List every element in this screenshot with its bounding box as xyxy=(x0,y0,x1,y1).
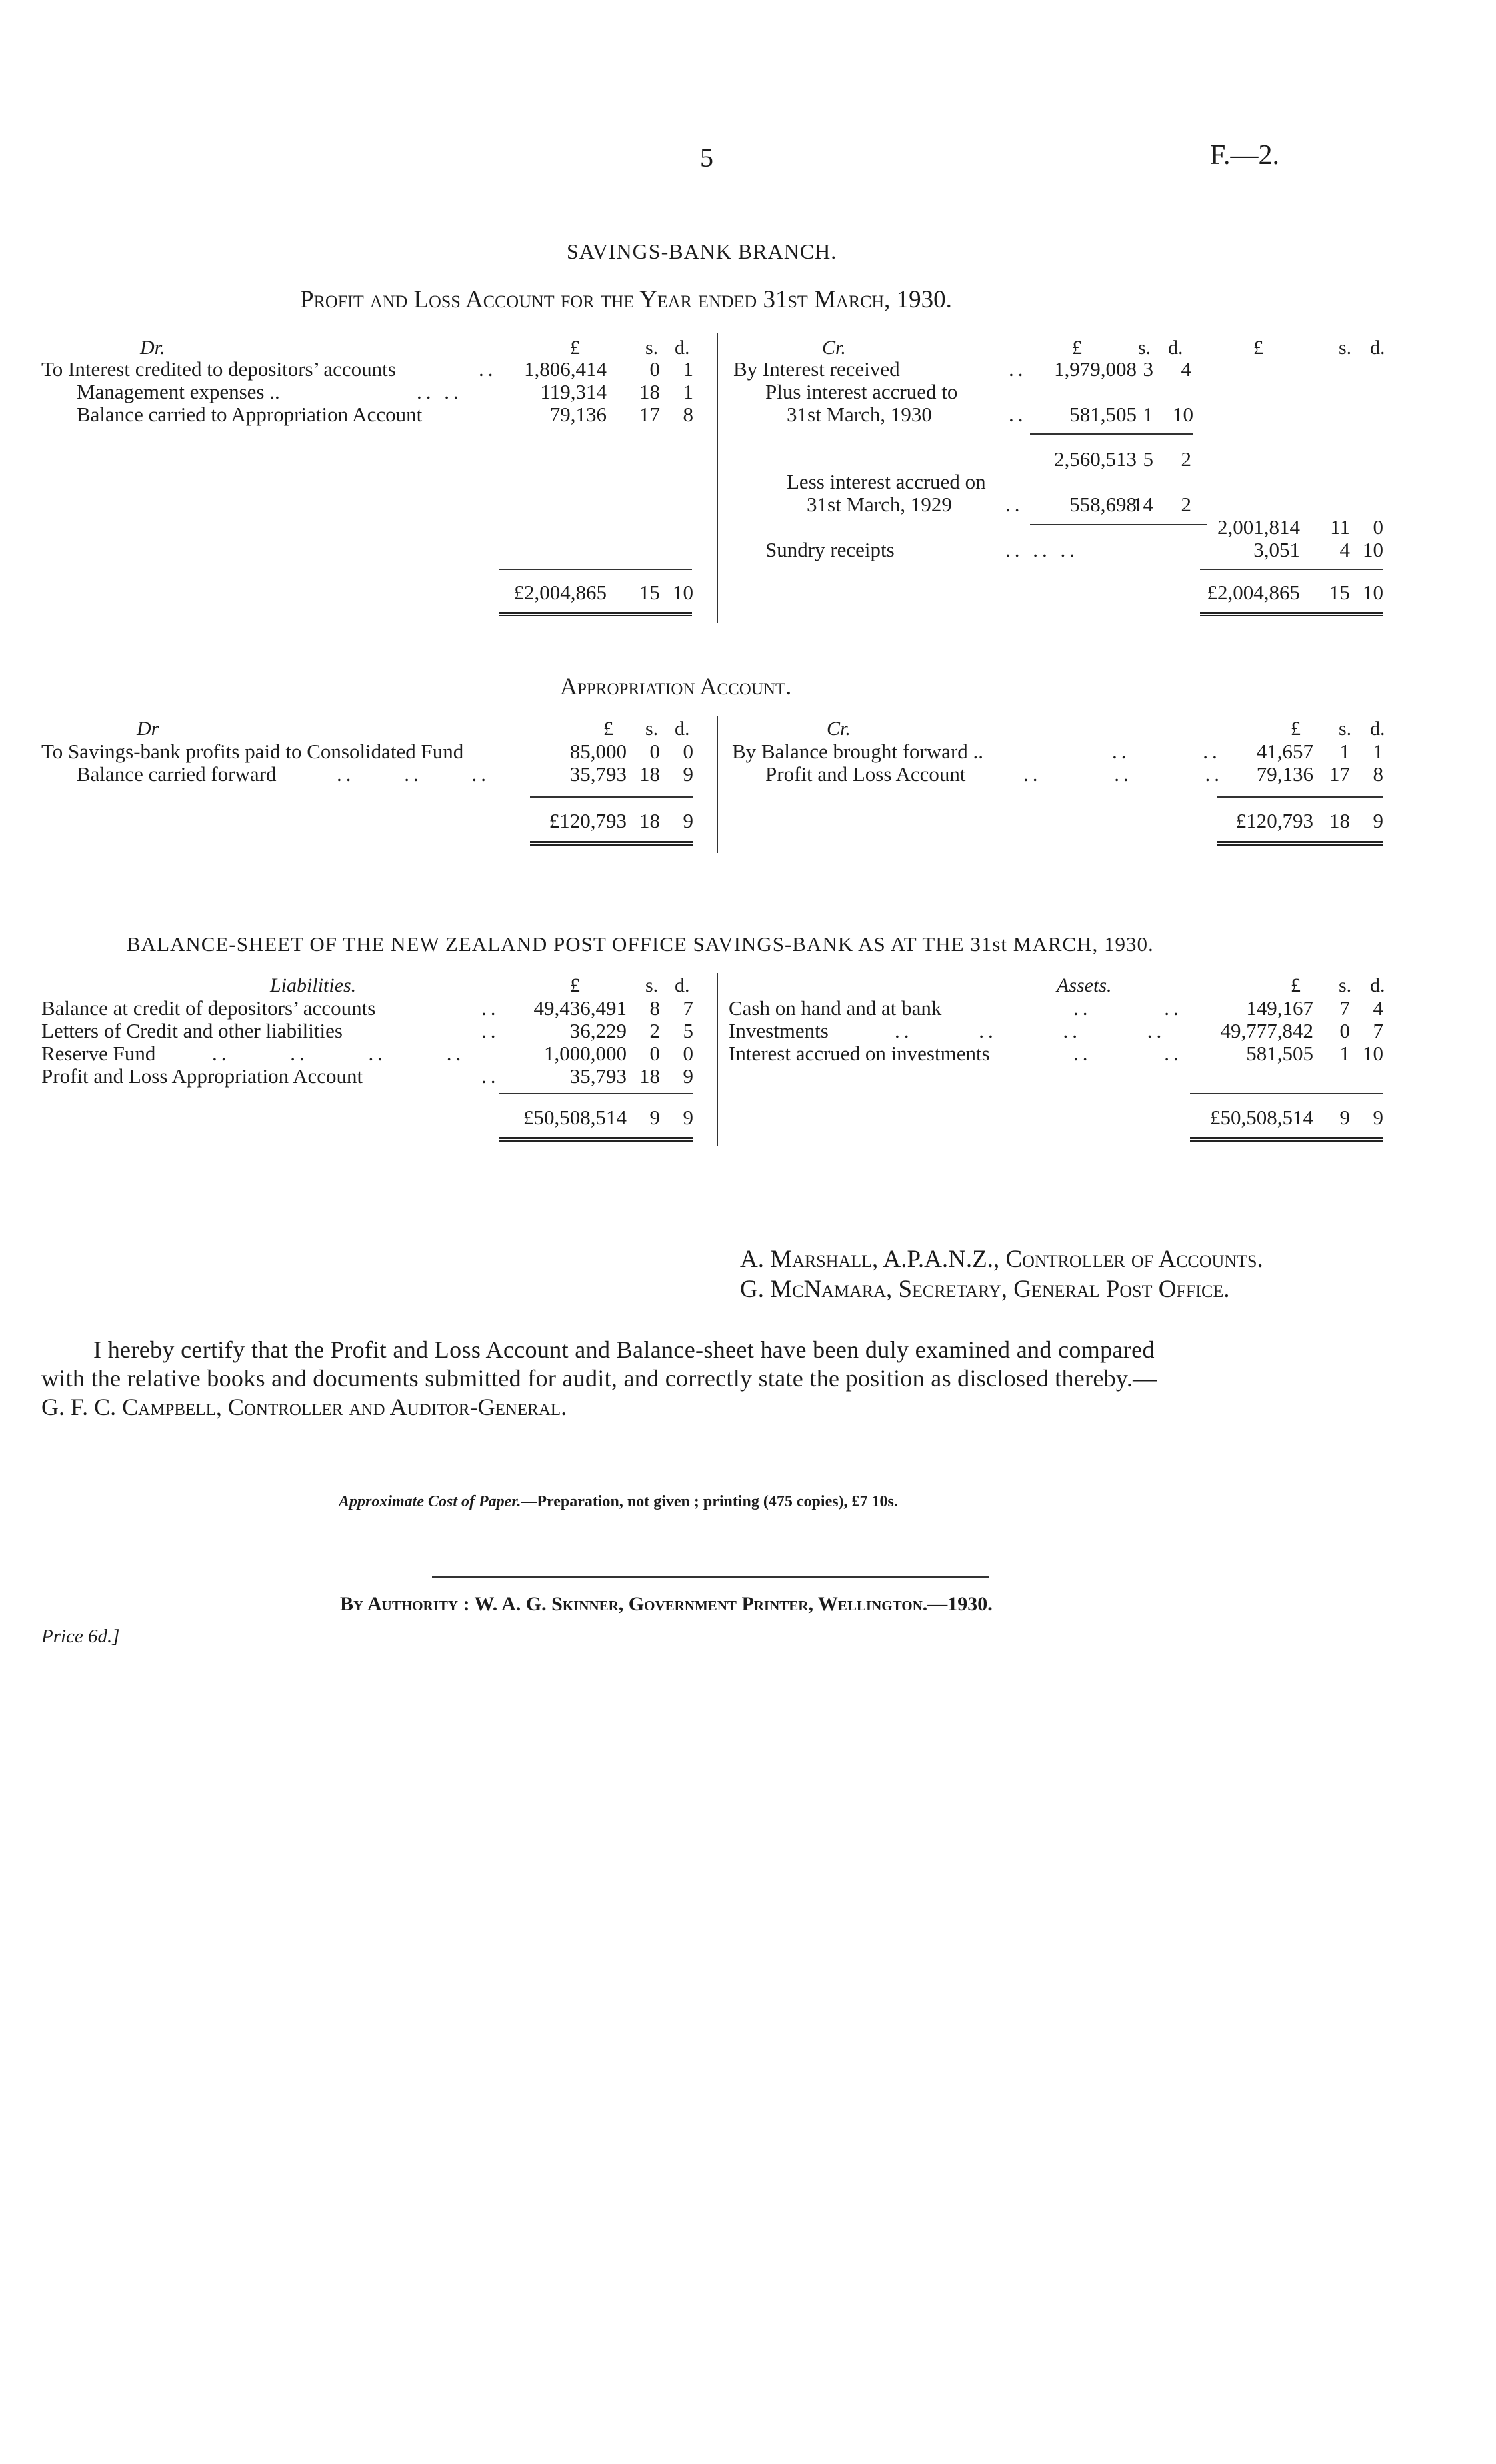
pence-value: 10 xyxy=(1173,403,1193,426)
double-underline xyxy=(1190,1137,1383,1142)
double-underline xyxy=(530,841,693,846)
row-label: Profit and Loss Appropriation Account xyxy=(41,1064,363,1088)
liabilities-label: Liabilities. xyxy=(270,974,357,996)
shillings-value: 1 xyxy=(1339,740,1350,763)
total-rule xyxy=(530,796,693,798)
row-label: Reserve Fund xyxy=(41,1042,156,1065)
shillings-value: 0 xyxy=(649,357,660,381)
pence-value: 9 xyxy=(683,762,693,786)
total-rule xyxy=(1217,796,1383,798)
row-label: Balance at credit of depositors’ accounts xyxy=(41,996,376,1020)
shillings-column-header: s. xyxy=(645,337,659,359)
pence-value: 10 xyxy=(1363,538,1383,561)
shillings-value: 1 xyxy=(1339,1042,1350,1065)
double-underline xyxy=(1200,612,1383,616)
row-label: Less interest accrued on xyxy=(787,470,986,493)
leader-dots: .. xyxy=(1009,357,1027,381)
shillings-value: 4 xyxy=(1339,538,1350,561)
pounds-value: 558,698 xyxy=(1069,493,1137,516)
shillings-value: 17 xyxy=(639,403,660,426)
pound-column-header: £ xyxy=(603,718,613,740)
row-label-continued: 31st March, 1930 xyxy=(787,403,932,426)
total-pence: 9 xyxy=(1373,809,1383,832)
price: Price 6d.] xyxy=(41,1626,120,1647)
pounds-value: 35,793 xyxy=(569,762,627,786)
shillings-column-header: s. xyxy=(1339,974,1352,996)
pound-column-header: £ xyxy=(1253,337,1263,359)
profit-loss-title: Profit and Loss Account for the Year ended 31st March, 1930. xyxy=(300,286,952,313)
total-shillings: 15 xyxy=(639,581,660,604)
total-pence: 9 xyxy=(1373,1106,1383,1129)
pence-value: 2 xyxy=(1181,447,1191,471)
signature-secretary: G. McNamara, Secretary, General Post Office. xyxy=(740,1276,1230,1303)
branch-title: SAVINGS-BANK BRANCH. xyxy=(567,239,837,263)
leader-dots: .. .. xyxy=(1112,740,1221,763)
pounds-value: 2,001,814 xyxy=(1217,515,1300,539)
column-divider xyxy=(717,973,718,1146)
shillings-value: 2 xyxy=(649,1019,660,1042)
signature-controller: A. Marshall, A.P.A.N.Z., Controller of Accounts. xyxy=(740,1246,1263,1273)
certification-line: I hereby certify that the Profit and Loss Account and Balance-sheet have been duly examined and compared xyxy=(93,1336,1155,1363)
total-pence: 10 xyxy=(1363,581,1383,604)
page-number: 5 xyxy=(700,143,713,173)
leader-dots: .. .. .. .. xyxy=(212,1042,465,1065)
double-underline xyxy=(1217,841,1383,846)
pence-value: 9 xyxy=(683,1064,693,1088)
pence-column-header: d. xyxy=(1370,337,1385,359)
leader-dots: .. xyxy=(479,357,497,381)
row-label: Letters of Credit and other liabilities xyxy=(41,1019,343,1042)
pounds-value: 79,136 xyxy=(549,403,607,426)
pence-column-header: d. xyxy=(1370,974,1385,996)
dr-label: Dr xyxy=(137,718,159,740)
pence-column-header: d. xyxy=(675,337,690,359)
shillings-value: 0 xyxy=(1339,1019,1350,1042)
leader-dots: .. .. xyxy=(1073,1042,1183,1065)
pence-value: 0 xyxy=(683,740,693,763)
total-rule xyxy=(499,569,692,570)
shillings-value: 11 xyxy=(1330,515,1350,539)
leader-dots: .. xyxy=(1005,493,1024,516)
pound-column-header: £ xyxy=(570,974,580,996)
pound-column-header: £ xyxy=(1291,974,1301,996)
shillings-value: 0 xyxy=(649,740,660,763)
dr-label: Dr. xyxy=(140,337,165,359)
pence-value: 1 xyxy=(1373,740,1383,763)
leader-dots: .. xyxy=(481,1064,500,1088)
row-label: To Interest credited to depositors’ accounts xyxy=(41,357,396,381)
row-label: To Savings-bank profits paid to Consolidated Fund xyxy=(41,740,464,763)
row-label: Interest accrued on investments xyxy=(729,1042,990,1065)
pence-value: 7 xyxy=(1373,1019,1383,1042)
leader-dots: .. .. .. xyxy=(337,762,490,786)
row-label: Sundry receipts xyxy=(765,538,895,561)
total-shillings: 9 xyxy=(649,1106,660,1129)
pence-column-header: d. xyxy=(1370,718,1385,740)
row-label: Balance carried forward xyxy=(77,762,277,786)
total-pounds: £50,508,514 xyxy=(1210,1106,1313,1129)
row-label: Cash on hand and at bank xyxy=(729,996,942,1020)
auditor-signature: G. F. C. Campbell, Controller and Auditor-General. xyxy=(41,1394,567,1420)
pence-column-header: d. xyxy=(675,718,690,740)
row-label: Management expenses .. xyxy=(77,380,280,403)
pence-value: 2 xyxy=(1181,493,1191,516)
pence-value: 4 xyxy=(1181,357,1191,381)
pence-value: 8 xyxy=(1373,762,1383,786)
total-pounds: £2,004,865 xyxy=(513,581,607,604)
pence-value: 10 xyxy=(1363,1042,1383,1065)
pence-value: 1 xyxy=(683,357,693,381)
pounds-value: 1,806,414 xyxy=(524,357,607,381)
pounds-value: 35,793 xyxy=(569,1064,627,1088)
subtotal-rule xyxy=(1030,433,1193,435)
row-label: Balance carried to Appropriation Account xyxy=(77,403,423,426)
shillings-value: 0 xyxy=(649,1042,660,1065)
pounds-value: 3,051 xyxy=(1253,538,1300,561)
pence-column-header: d. xyxy=(1168,337,1183,359)
total-rule xyxy=(1190,1093,1383,1094)
total-rule xyxy=(1200,569,1383,570)
total-rule xyxy=(499,1093,693,1094)
row-label: By Interest received xyxy=(733,357,900,381)
pence-value: 5 xyxy=(683,1019,693,1042)
total-pounds: £50,508,514 xyxy=(523,1106,627,1129)
pounds-value: 1,000,000 xyxy=(544,1042,627,1065)
leader-dots: .. .. xyxy=(417,380,463,403)
total-shillings: 9 xyxy=(1339,1106,1350,1129)
row-label: Plus interest accrued to xyxy=(765,380,958,403)
appropriation-title: Appropriation Account. xyxy=(560,673,792,700)
pounds-value: 49,436,491 xyxy=(533,996,627,1020)
shillings-value: 18 xyxy=(639,1064,660,1088)
shillings-column-header: s. xyxy=(645,718,659,740)
pence-column-header: d. xyxy=(675,974,690,996)
column-divider xyxy=(717,716,718,853)
shillings-column-header: s. xyxy=(1339,718,1352,740)
row-label-continued: 31st March, 1929 xyxy=(807,493,952,516)
row-label: Profit and Loss Account xyxy=(765,762,966,786)
pounds-value: 581,505 xyxy=(1246,1042,1313,1065)
balance-sheet-title: BALANCE-SHEET OF THE NEW ZEALAND POST OFFICE SAVINGS-BANK AS AT THE 31st MARCH, 1930. xyxy=(127,932,1154,956)
pound-column-header: £ xyxy=(1291,718,1301,740)
pounds-value: 119,314 xyxy=(540,380,607,403)
total-shillings: 15 xyxy=(1329,581,1350,604)
cr-label: Cr. xyxy=(827,718,851,740)
column-divider xyxy=(717,333,718,623)
pound-column-header: £ xyxy=(1072,337,1082,359)
pounds-value: 36,229 xyxy=(569,1019,627,1042)
pence-value: 0 xyxy=(683,1042,693,1065)
net-rule xyxy=(1030,524,1207,525)
shillings-value: 14 xyxy=(1133,493,1153,516)
pounds-value: 149,167 xyxy=(1246,996,1313,1020)
double-underline xyxy=(499,612,692,616)
shillings-value: 7 xyxy=(1339,996,1350,1020)
leader-dots: .. .. xyxy=(1073,996,1183,1020)
pound-column-header: £ xyxy=(570,337,580,359)
cost-label: Approximate Cost of Paper. xyxy=(339,1493,521,1510)
pence-value: 4 xyxy=(1373,996,1383,1020)
printer-authority: By Authority : W. A. G. Skinner, Government Printer, Wellington.—1930. xyxy=(340,1593,993,1615)
shillings-column-header: s. xyxy=(1138,337,1151,359)
total-pounds: £120,793 xyxy=(549,809,627,832)
pounds-value: 85,000 xyxy=(569,740,627,763)
pounds-value: 49,777,842 xyxy=(1220,1019,1313,1042)
total-pounds: £2,004,865 xyxy=(1207,581,1300,604)
pounds-value: 41,657 xyxy=(1256,740,1313,763)
shillings-value: 8 xyxy=(649,996,660,1020)
shillings-value: 17 xyxy=(1329,762,1350,786)
row-label: Investments xyxy=(729,1019,829,1042)
cost-note xyxy=(339,1490,898,1513)
authority-rule xyxy=(432,1576,989,1578)
leader-dots: .. xyxy=(481,1019,500,1042)
pence-value: 8 xyxy=(683,403,693,426)
shillings-value: 18 xyxy=(639,762,660,786)
total-pence: 9 xyxy=(683,1106,693,1129)
pence-value: 0 xyxy=(1373,515,1383,539)
leader-dots: .. .. .. xyxy=(1005,538,1079,561)
cr-label: Cr. xyxy=(822,337,846,359)
pounds-value: 79,136 xyxy=(1256,762,1313,786)
total-shillings: 18 xyxy=(1329,809,1350,832)
pounds-value: 2,560,513 xyxy=(1054,447,1137,471)
row-label: By Balance brought forward .. xyxy=(732,740,984,763)
total-pence: 9 xyxy=(683,809,693,832)
total-pence: 10 xyxy=(673,581,693,604)
shillings-value: 1 xyxy=(1143,403,1153,426)
total-shillings: 18 xyxy=(639,809,660,832)
cost-text: —Preparation, not given ; printing (475 copies), £7 10s. xyxy=(521,1493,898,1510)
leader-dots: .. .. .. .. xyxy=(895,1019,1166,1042)
leader-dots: .. xyxy=(481,996,500,1020)
pence-value: 1 xyxy=(683,380,693,403)
leader-dots: .. xyxy=(1009,403,1027,426)
pounds-value: 1,979,008 xyxy=(1054,357,1137,381)
shillings-column-header: s. xyxy=(645,974,659,996)
total-pounds: £120,793 xyxy=(1235,809,1313,832)
certification-line: with the relative books and documents submitted for audit, and correctly state the position as disclosed thereby.— xyxy=(41,1365,1157,1392)
shillings-value: 5 xyxy=(1143,447,1153,471)
shillings-value: 18 xyxy=(639,380,660,403)
double-underline xyxy=(499,1137,693,1142)
document-reference: F.—2. xyxy=(1210,140,1279,171)
pence-value: 7 xyxy=(683,996,693,1020)
assets-label: Assets. xyxy=(1057,974,1112,996)
leader-dots: .. .. .. xyxy=(1023,762,1223,786)
pounds-value: 581,505 xyxy=(1069,403,1137,426)
shillings-value: 3 xyxy=(1143,357,1153,381)
shillings-column-header: s. xyxy=(1339,337,1352,359)
